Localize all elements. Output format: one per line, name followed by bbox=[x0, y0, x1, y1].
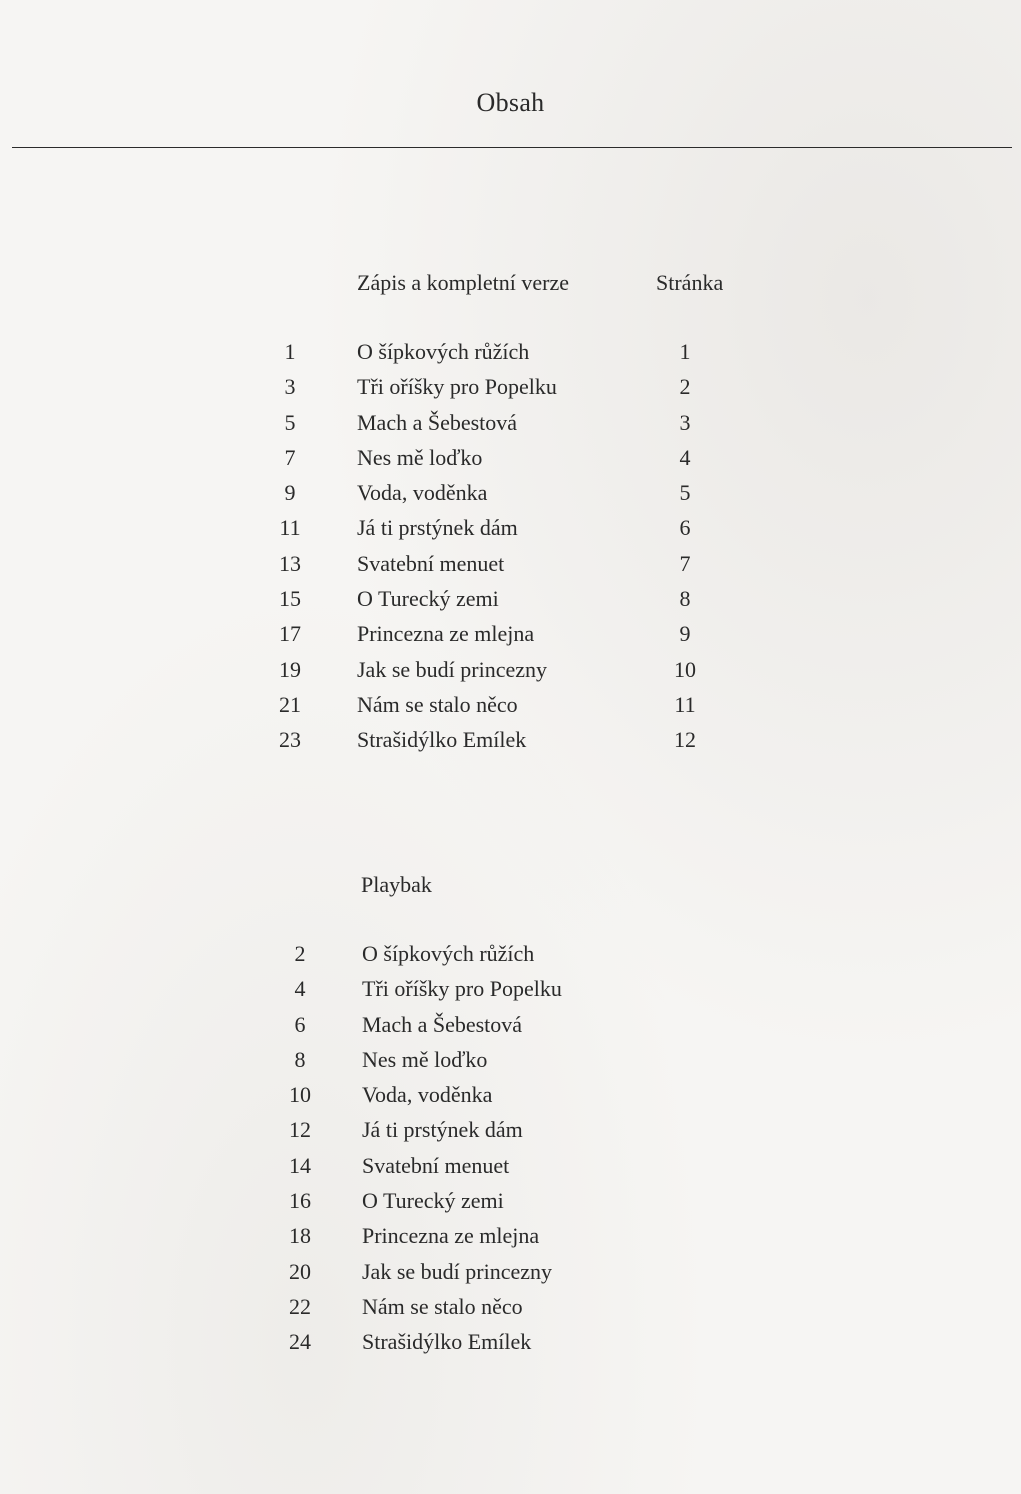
toc-row bbox=[0, 515, 1021, 550]
song-title: O šípkových růžích bbox=[357, 339, 530, 364]
toc-row bbox=[0, 586, 1021, 621]
page-number: 6 bbox=[679, 515, 691, 541]
track-number: 18 bbox=[289, 1223, 311, 1249]
track-number: 19 bbox=[279, 656, 301, 682]
song-title: Strašidýlko Emílek bbox=[362, 1329, 532, 1355]
track-number: 9 bbox=[284, 480, 296, 506]
page-number: 11 bbox=[674, 691, 696, 717]
song-title: Princezna ze mlejna bbox=[362, 1223, 540, 1249]
song-title: O šípkových růžích bbox=[362, 941, 535, 966]
toc-list-zapis bbox=[0, 339, 1021, 763]
song-title: Princezna ze mlejna bbox=[357, 621, 535, 647]
track-number: 8 bbox=[294, 1046, 306, 1072]
page-number: 5 bbox=[679, 480, 691, 506]
toc-row bbox=[0, 445, 1021, 480]
track-number: 22 bbox=[289, 1293, 311, 1319]
track-number: 6 bbox=[294, 1011, 306, 1037]
track-number: 13 bbox=[279, 550, 301, 576]
track-number: 3 bbox=[284, 374, 296, 400]
section-heading-zapis: Zápis a kompletní verze bbox=[357, 270, 569, 295]
song-title: Já ti prstýnek dám bbox=[362, 1117, 523, 1143]
track-number: 23 bbox=[279, 727, 301, 753]
title-divider bbox=[12, 147, 1012, 148]
toc-row bbox=[0, 1012, 1021, 1047]
track-number: 4 bbox=[294, 976, 306, 1002]
toc-row bbox=[0, 551, 1021, 586]
section-heading-playbak: Playbak bbox=[361, 872, 432, 897]
toc-row bbox=[0, 1223, 1021, 1258]
track-number: 2 bbox=[294, 941, 306, 966]
toc-row bbox=[0, 480, 1021, 515]
toc-row bbox=[0, 1259, 1021, 1294]
toc-row bbox=[0, 1047, 1021, 1082]
toc-row bbox=[0, 339, 1021, 374]
song-title: Nám se stalo něco bbox=[357, 691, 518, 717]
toc-list-playbak bbox=[0, 941, 1021, 1365]
track-number: 1 bbox=[284, 339, 296, 364]
page-number: 1 bbox=[679, 339, 691, 364]
song-title: Nám se stalo něco bbox=[362, 1293, 523, 1319]
song-title: O Turecký zemi bbox=[357, 586, 499, 612]
song-title: Nes mě loďko bbox=[357, 444, 483, 470]
page-number: 10 bbox=[674, 656, 696, 682]
column-heading-page: Stránka bbox=[656, 270, 724, 295]
toc-row bbox=[0, 976, 1021, 1011]
toc-row bbox=[0, 1082, 1021, 1117]
track-number: 21 bbox=[279, 691, 301, 717]
track-number: 14 bbox=[289, 1152, 311, 1178]
toc-row bbox=[0, 1329, 1021, 1364]
song-title: Voda, voděnka bbox=[362, 1082, 493, 1108]
page-title: Obsah bbox=[476, 88, 545, 117]
track-number: 24 bbox=[289, 1329, 311, 1355]
song-title: Jak se budí princezny bbox=[362, 1258, 552, 1284]
track-number: 10 bbox=[289, 1082, 311, 1108]
toc-row bbox=[0, 692, 1021, 727]
toc-row bbox=[0, 1294, 1021, 1329]
song-title: Jak se budí princezny bbox=[357, 656, 547, 682]
toc-row bbox=[0, 941, 1021, 976]
page-number: 7 bbox=[679, 550, 691, 576]
track-number: 20 bbox=[289, 1258, 311, 1284]
toc-row bbox=[0, 621, 1021, 656]
song-title: Tři oříšky pro Popelku bbox=[362, 976, 562, 1002]
track-number: 17 bbox=[279, 621, 301, 647]
song-title: Nes mě loďko bbox=[362, 1046, 488, 1072]
song-title: Svatební menuet bbox=[357, 550, 505, 576]
track-number: 15 bbox=[279, 586, 301, 612]
song-title: Strašidýlko Emílek bbox=[357, 727, 527, 753]
toc-row bbox=[0, 410, 1021, 445]
track-number: 5 bbox=[284, 409, 296, 435]
song-title: Voda, voděnka bbox=[357, 480, 488, 506]
toc-row bbox=[0, 374, 1021, 409]
page-number: 9 bbox=[679, 621, 691, 647]
track-number: 16 bbox=[289, 1188, 311, 1214]
song-title: Já ti prstýnek dám bbox=[357, 515, 518, 541]
page-number: 4 bbox=[679, 444, 691, 470]
track-number: 12 bbox=[289, 1117, 311, 1143]
toc-row bbox=[0, 1153, 1021, 1188]
song-title: Svatební menuet bbox=[362, 1152, 510, 1178]
page-number: 8 bbox=[679, 586, 691, 612]
page-number: 2 bbox=[679, 374, 691, 400]
toc-row bbox=[0, 727, 1021, 762]
song-title: Mach a Šebestová bbox=[357, 409, 518, 435]
song-title: Mach a Šebestová bbox=[362, 1011, 523, 1037]
song-title: O Turecký zemi bbox=[362, 1188, 504, 1214]
track-number: 11 bbox=[279, 515, 301, 541]
toc-row bbox=[0, 1188, 1021, 1223]
toc-row bbox=[0, 1117, 1021, 1152]
toc-row bbox=[0, 657, 1021, 692]
page-number: 3 bbox=[679, 409, 691, 435]
song-title: Tři oříšky pro Popelku bbox=[357, 374, 557, 400]
track-number: 7 bbox=[284, 444, 296, 470]
page-number: 12 bbox=[674, 727, 696, 753]
